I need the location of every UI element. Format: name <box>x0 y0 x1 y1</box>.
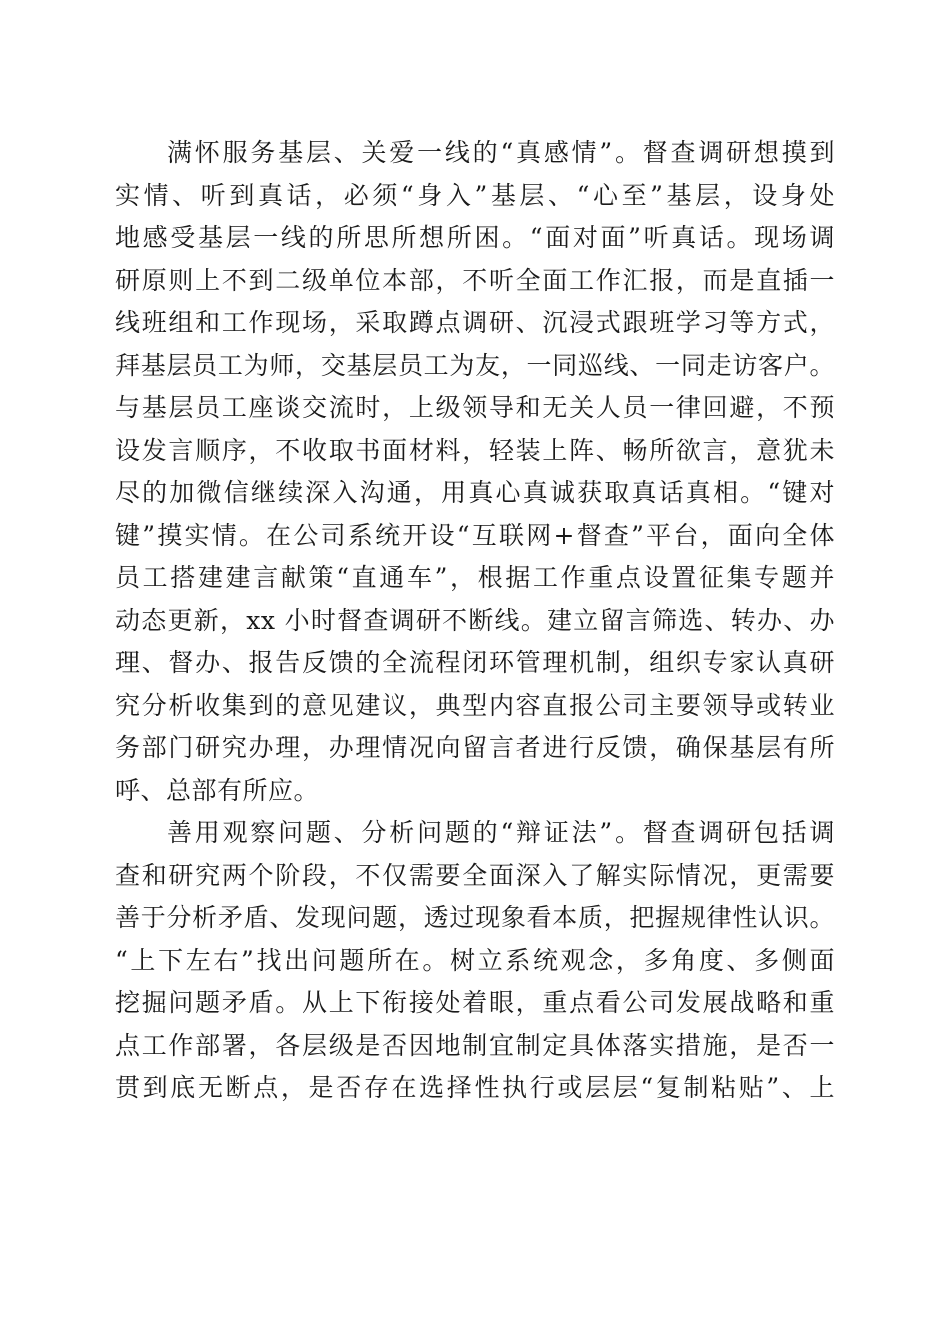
paragraph-2 <box>115 812 835 1110</box>
text-line: 理、督办、报告反馈的全流程闭环管理机制，组织专家认真研 <box>115 648 835 677</box>
text-line: 满怀服务基层、关爱一线的“真感情”。督查调研想摸到 <box>167 138 835 167</box>
text-line: 尽的加微信继续深入沟通，用真心真诚获取真话真相。“键对 <box>115 478 835 507</box>
text-line: 贯到底无断点，是否存在选择性执行或层层“复制粘贴”、上 <box>115 1073 835 1102</box>
text-line: 点工作部署，各层级是否因地制宜制定具体落实措施，是否一 <box>115 1030 835 1060</box>
text-line: 线班组和工作现场，采取蹲点调研、沉浸式跟班学习等方式， <box>115 308 835 337</box>
text-line: 实情、听到真话，必须“身入”基层、“心至”基层，设身处 <box>115 180 835 210</box>
text-line: 键”摸实情。在公司系统开设“互联网+督查”平台，面向全体 <box>115 520 835 550</box>
text-line: 务部门研究办理，办理情况向留言者进行反馈，确保基层有所 <box>115 733 835 762</box>
text-line: 查和研究两个阶段，不仅需要全面深入了解实际情况，更需要 <box>115 860 835 890</box>
text-line: 地感受基层一线的所思所想所困。“面对面”听真话。现场调 <box>115 223 835 252</box>
text-line: 挖掘问题矛盾。从上下衔接处着眼，重点看公司发展战略和重 <box>115 988 835 1017</box>
text-line: 研原则上不到二级单位本部，不听全面工作汇报，而是直插一 <box>115 265 835 295</box>
text-line: 员工搭建建言献策“直通车”，根据工作重点设置征集专题并 <box>115 563 835 592</box>
text-line: 究分析收集到的意见建议，典型内容直报公司主要领导或转业 <box>115 690 835 720</box>
text-line: “上下左右”找出问题所在。树立系统观念，多角度、多侧面 <box>115 945 835 975</box>
text-line: 与基层员工座谈交流时，上级领导和无关人员一律回避，不预 <box>115 393 835 422</box>
text-line: 善用观察问题、分析问题的“辩证法”。督查调研包括调 <box>167 818 835 847</box>
text-line: 呼、总部有所应。 <box>115 775 320 805</box>
body-text <box>115 132 835 1110</box>
paragraph-1 <box>115 132 835 812</box>
text-line: 设发言顺序，不收取书面材料，轻装上阵、畅所欲言，意犹未 <box>115 435 835 465</box>
text-line: 动态更新，xx 小时督查调研不断线。建立留言筛选、转办、办 <box>115 605 835 635</box>
text-line: 拜基层员工为师，交基层员工为友，一同巡线、一同走访客户。 <box>115 350 835 380</box>
text-line: 善于分析矛盾、发现问题，透过现象看本质，把握规律性认识。 <box>115 903 835 932</box>
